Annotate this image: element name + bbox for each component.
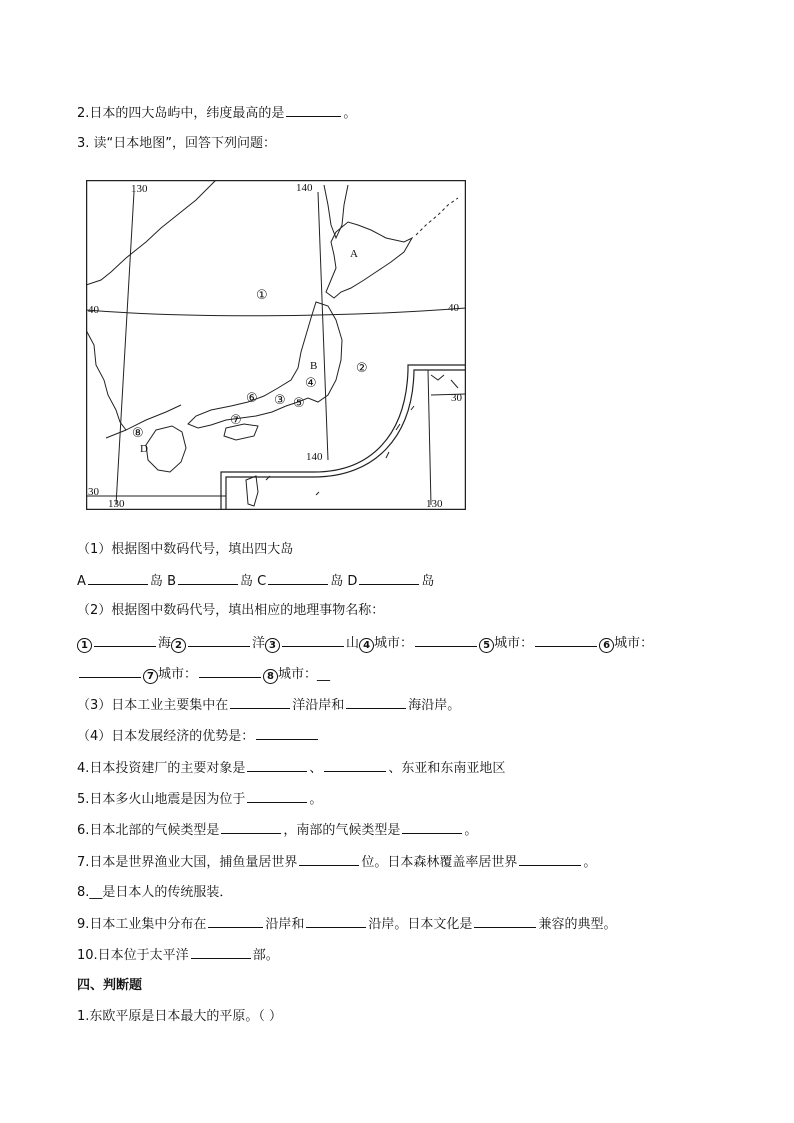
sub-question-2-line2: 7 城市： 8 城市：__ — [77, 665, 330, 684]
answer-blank[interactable] — [221, 821, 281, 834]
answer-blank[interactable] — [256, 727, 318, 740]
answer-blank[interactable] — [535, 634, 597, 647]
lon-label: 130 — [108, 498, 125, 510]
map-marker-6: ⑥ — [246, 391, 258, 406]
answer-blank[interactable] — [519, 853, 581, 866]
question-7: 7.日本是世界渔业大国，捕鱼量居世界 位。日本森林覆盖率居世界 。 — [77, 855, 597, 870]
answer-blank[interactable] — [415, 634, 477, 647]
answer-blank[interactable] — [247, 790, 307, 803]
question-9: 9.日本工业集中分布在 沿岸和 沿岸。日本文化是 兼容的典型。 — [77, 917, 617, 932]
answer-blank[interactable] — [178, 572, 238, 585]
map-marker-7: ⑦ — [230, 413, 242, 428]
lon-label: 130 — [426, 498, 443, 510]
lat-label: 30 — [88, 486, 99, 498]
question-3 — [77, 135, 276, 153]
lat-label: 30 — [451, 392, 462, 404]
sub-question-3: （3）日本工业主要集中在 洋沿岸和 海沿岸。 — [77, 698, 461, 713]
answer-blank[interactable] — [94, 634, 156, 647]
island-label-d: D — [140, 443, 148, 455]
question-4: 4.日本投资建厂的主要对象是 、 、东亚和东南亚地区 — [77, 761, 506, 776]
map-marker-5: ⑤ — [293, 396, 305, 411]
map-marker-2: ② — [356, 361, 368, 376]
circled-number: 7 — [143, 669, 158, 684]
answer-blank[interactable] — [346, 696, 406, 709]
sub-question-2-prompt: （2）根据图中数码代号，填出相应的地理事物名称： — [77, 603, 385, 618]
sub-question-1-prompt: （1）根据图中数码代号，填出四大岛 — [77, 542, 294, 557]
answer-blank[interactable] — [286, 104, 341, 117]
circled-number: 6 — [599, 638, 614, 653]
question-2-text: 2.日本的四大岛屿中，纬度最高的是 — [77, 106, 285, 121]
island-label-a: A — [350, 248, 358, 260]
circled-number: 4 — [359, 638, 374, 653]
answer-blank[interactable] — [299, 853, 359, 866]
question-3-text: 3. 读“日本地图”，回答下列问题： — [77, 136, 277, 151]
answer-blank[interactable] — [230, 696, 290, 709]
japan-map — [86, 180, 466, 510]
answer-blank[interactable] — [402, 821, 462, 834]
lon-label: 130 — [131, 183, 148, 195]
answer-blank[interactable] — [208, 915, 263, 928]
answer-blank[interactable] — [306, 915, 366, 928]
question-2: 2.日本的四大岛屿中，纬度最高的是 。 — [77, 106, 357, 121]
map-marker-3: ③ — [274, 393, 286, 408]
answer-blank[interactable] — [79, 665, 141, 678]
circled-number: 8 — [263, 669, 278, 684]
map-marker-8: ⑧ — [132, 426, 144, 441]
lat-label: 40 — [88, 304, 99, 316]
answer-blank[interactable] — [188, 634, 250, 647]
answer-blank[interactable] — [191, 946, 251, 959]
answer-blank[interactable] — [247, 759, 307, 772]
section-heading: 四、判断题 — [77, 978, 143, 993]
circled-number: 1 — [77, 638, 92, 653]
answer-blank[interactable] — [88, 572, 148, 585]
answer-blank[interactable] — [282, 634, 344, 647]
island-label-b: B — [310, 360, 318, 372]
question-6: 6.日本北部的气候类型是 ，南部的气候类型是 。 — [77, 823, 478, 838]
japan-map-figure — [86, 180, 466, 510]
sub-question-1-answers: A 岛 B 岛 C 岛 D 岛 — [77, 574, 435, 589]
circled-number: 5 — [479, 638, 494, 653]
lon-label: 140 — [296, 182, 313, 194]
sub-question-2-line1: 1 海 2 洋 3 山 4 城市： 5 城市： 6 城市： — [77, 634, 653, 653]
question-5: 5.日本多火山地震是因为位于 。 — [77, 792, 323, 807]
question-8: 8.__是日本人的传统服装． — [77, 885, 233, 900]
circled-number: 2 — [171, 638, 186, 653]
answer-blank[interactable] — [268, 572, 328, 585]
answer-blank[interactable] — [324, 759, 386, 772]
map-marker-1: ① — [256, 288, 268, 303]
circled-number: 3 — [265, 638, 280, 653]
lon-label: 140 — [306, 451, 323, 463]
judgment-question-1: 1.东欧平原是日本最大的平原。（ ） — [77, 1009, 283, 1024]
map-marker-4: ④ — [305, 376, 317, 391]
sub-question-4: （4）日本发展经济的优势是： — [77, 727, 320, 746]
answer-blank[interactable] — [199, 665, 261, 678]
answer-blank[interactable] — [474, 915, 536, 928]
lat-label: 40 — [448, 302, 459, 314]
question-10: 10.日本位于太平洋 部。 — [77, 948, 279, 963]
answer-blank[interactable] — [359, 572, 419, 585]
